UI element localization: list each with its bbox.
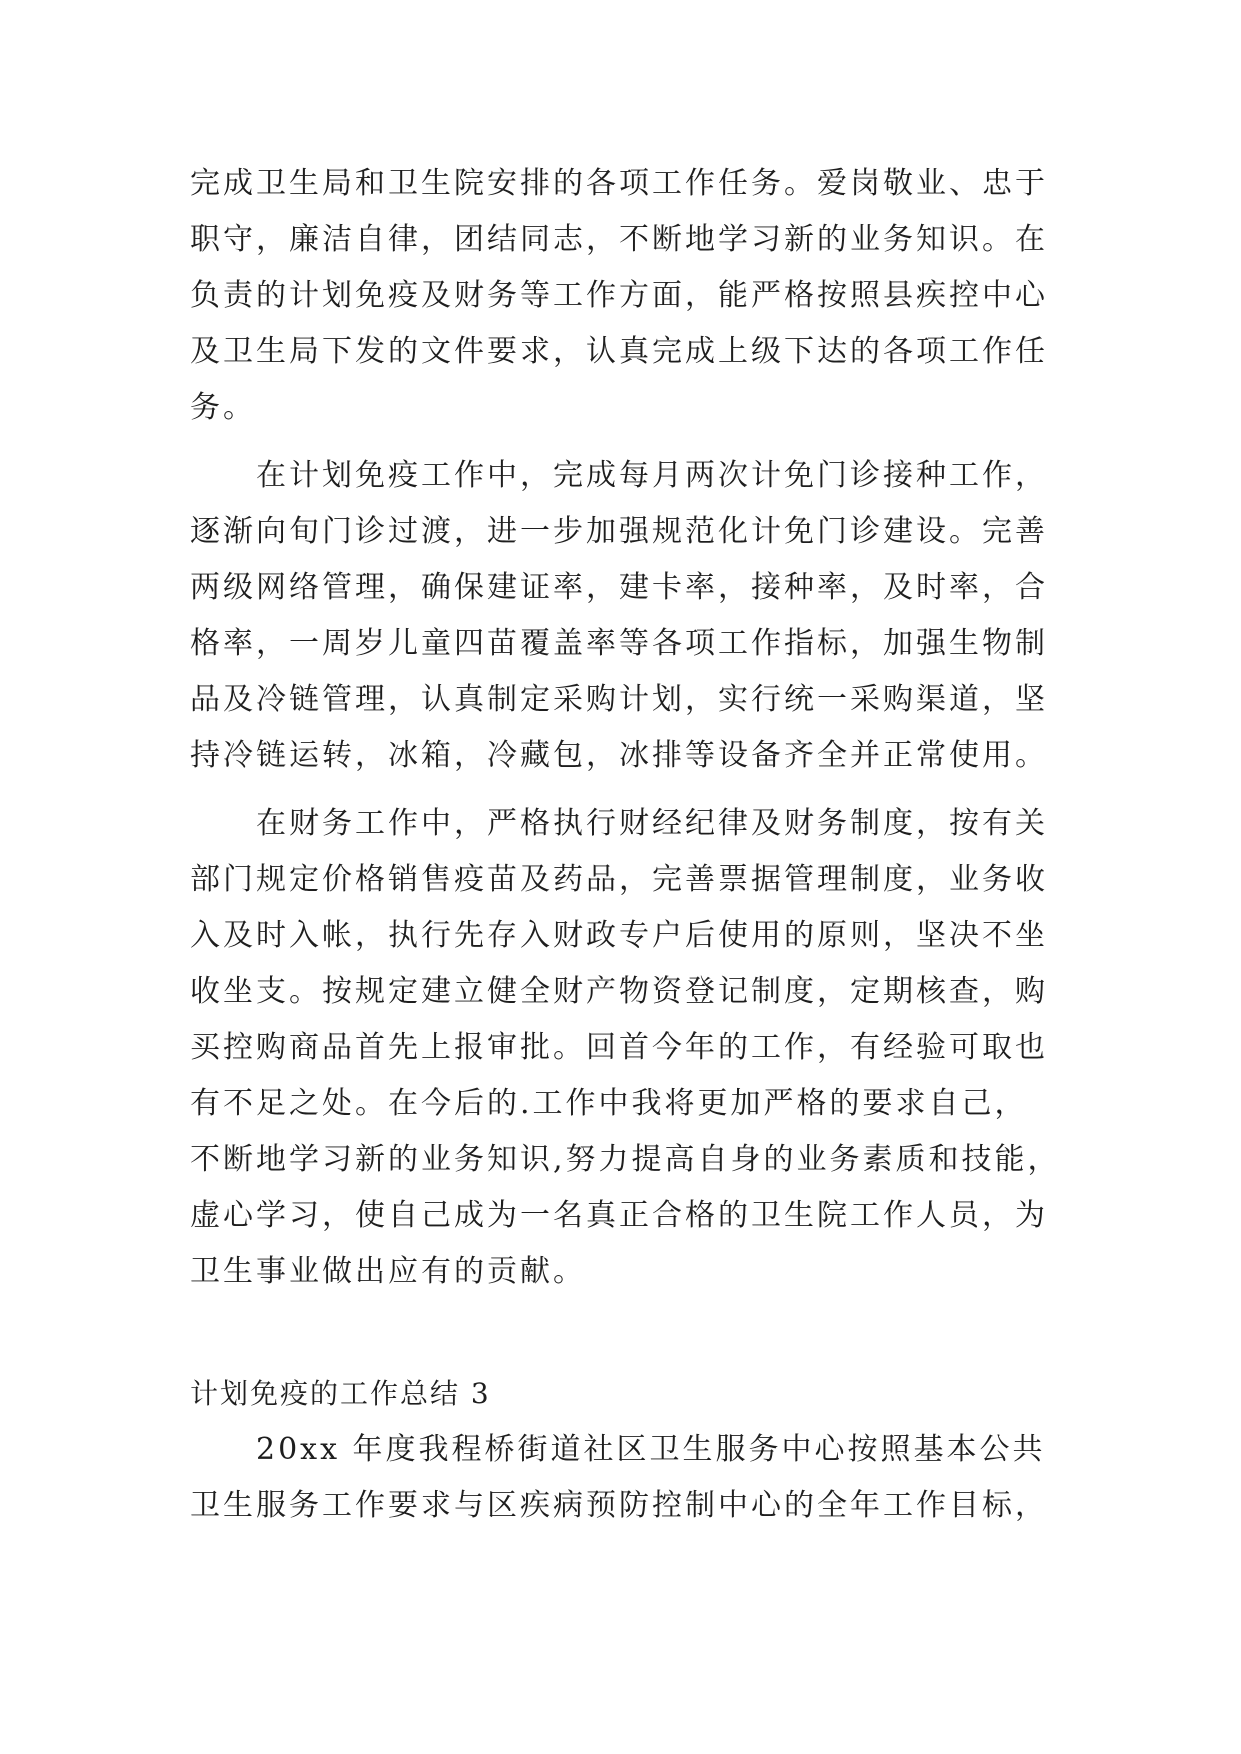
section-heading: 计划免疫的工作总结 3: [190, 1377, 491, 1410]
paragraph-3-line: 不断地学习新的业务知识,努力提高自身的业务素质和技能，: [190, 1142, 1061, 1177]
paragraph-3-line: 卫生事业做出应有的贡献。: [190, 1254, 586, 1289]
paragraph-4-line: 卫生服务工作要求与区疾病预防控制中心的全年工作目标，: [190, 1488, 1048, 1523]
paragraph-1: [190, 156, 1070, 436]
paragraph-2-line: 逐渐向旬门诊过渡，进一步加强规范化计免门诊建设。完善: [190, 514, 1048, 549]
paragraph-2: [190, 448, 1070, 784]
paragraph-1-line: 务。: [190, 390, 256, 425]
paragraph-3-line: 部门规定价格销售疫苗及药品，完善票据管理制度，业务收: [190, 862, 1048, 897]
paragraph-4-line: 20xx 年度我程桥街道社区卫生服务中心按照基本公共: [256, 1432, 1046, 1467]
paragraph-3-line: 收坐支。按规定建立健全财产物资登记制度，定期核查，购: [190, 974, 1048, 1009]
paragraph-2-line: 格率，一周岁儿童四苗覆盖率等各项工作指标，加强生物制: [190, 626, 1048, 661]
paragraph-2-line: 持冷链运转，冰箱，冷藏包，冰排等设备齐全并正常使用。: [190, 738, 1048, 773]
paragraph-3-line: 虚心学习，使自己成为一名真正合格的卫生院工作人员，为: [190, 1198, 1048, 1233]
paragraph-3-line: 有不足之处。在今后的.工作中我将更加严格的要求自己，: [190, 1086, 1028, 1121]
paragraph-3-line: 入及时入帐，执行先存入财政专户后使用的原则，坚决不坐: [190, 918, 1048, 953]
paragraph-4: [190, 1422, 1070, 1534]
paragraph-2-line: 两级网络管理，确保建证率，建卡率，接种率，及时率，合: [190, 570, 1048, 605]
paragraph-2-line: 在计划免疫工作中，完成每月两次计免门诊接种工作，: [256, 458, 1048, 493]
paragraph-2-line: 品及冷链管理，认真制定采购计划，实行统一采购渠道，坚: [190, 682, 1048, 717]
paragraph-1-line: 完成卫生局和卫生院安排的各项工作任务。爱岗敬业、忠于: [190, 166, 1048, 201]
paragraph-1-line: 负责的计划免疫及财务等工作方面，能严格按照县疾控中心: [190, 278, 1048, 313]
paragraph-3-line: 买控购商品首先上报审批。回首今年的工作，有经验可取也: [190, 1030, 1048, 1065]
paragraph-3: [190, 796, 1070, 1300]
paragraph-1-line: 及卫生局下发的文件要求，认真完成上级下达的各项工作任: [190, 334, 1048, 369]
paragraph-3-line: 在财务工作中，严格执行财经纪律及财务制度，按有关: [256, 806, 1048, 841]
paragraph-1-line: 职守，廉洁自律，团结同志，不断地学习新的业务知识。在: [190, 222, 1048, 257]
